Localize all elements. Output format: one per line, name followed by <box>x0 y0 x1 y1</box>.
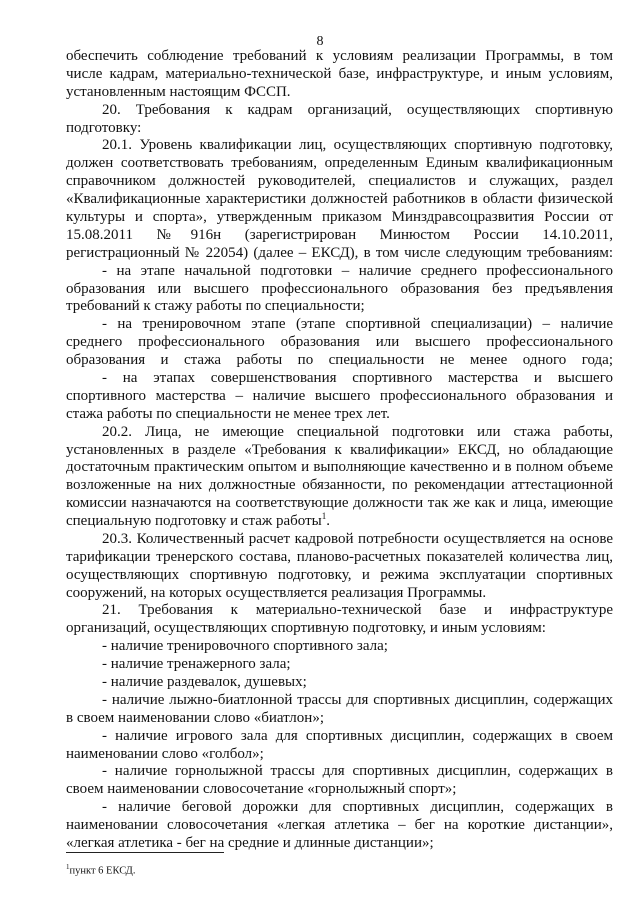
text-line <box>102 798 613 817</box>
text-line <box>66 816 613 835</box>
text-line-content: 20. Требования к кадрам организаций, осуществляющих спортивную <box>102 102 613 118</box>
text-line <box>66 494 613 513</box>
text-line-content: спортивного мастерства – наличие высшего профессионального образования и <box>66 388 613 404</box>
text-line-content: - на этапах совершенствования спортивного мастерства и высшего <box>102 370 613 386</box>
text-line-content: - на этапе начальной подготовки – наличие среднего профессионального <box>102 263 613 279</box>
text-line-content: возложенные на них должностные обязанности, по рекомендации аттестационной <box>66 477 613 493</box>
text-line <box>66 619 546 638</box>
text-line <box>66 190 613 209</box>
text-line <box>102 530 613 549</box>
footnote-marker: 1 <box>66 863 70 871</box>
text-line: специальную подготовку и стаж работы$^1$. <box>66 511 330 529</box>
text-line <box>102 637 388 656</box>
text-line-content: регистрационный № 22054) (далее – ЕКСД), в том числе следующим требованиям: <box>66 245 613 261</box>
text-line-content: 20.2. Лица, не имеющие специальной подготовки или стажа работы, <box>102 424 613 440</box>
text-line-content: - наличие тренажерного зала; <box>102 656 291 672</box>
text-line <box>66 172 613 191</box>
text-line-content: - наличие лыжно-биатлонной трассы для спортивных дисциплин, содержащих <box>102 692 613 708</box>
text-line <box>102 315 613 334</box>
text-line-content: «легкая атлетика - бег на средние и длинные дистанции»; <box>66 835 434 851</box>
text-line-content: справочником должностей руководителей, специалистов и служащих, раздел <box>66 173 613 189</box>
text-line-content: 20.1. Уровень квалификации лиц, осуществляющих спортивную подготовку, <box>102 137 613 153</box>
footnote-separator <box>66 852 224 853</box>
text-line-content: установленных в разделе «Требования к квалификации» ЕКСД, но обладающие <box>66 442 613 458</box>
text-line <box>102 136 613 155</box>
text-line <box>66 709 324 728</box>
text-line <box>66 566 613 585</box>
text-line-content: 21. Требования к материально-технической базе и инфраструктуре <box>102 602 613 618</box>
text-line <box>66 333 613 352</box>
text-line <box>66 83 291 102</box>
footnote-text: пункт 6 ЕКСД. <box>69 865 136 877</box>
text-line-content: своем наименовании словосочетание «горнолыжный спорт»; <box>66 781 457 797</box>
text-line-content: комиссии назначаются на соответствующие должности так же как и лица, имеющие <box>66 495 613 511</box>
text-line <box>102 727 613 746</box>
text-line <box>66 208 613 227</box>
text-line-content: стажа работы по специальности не менее трех лет. <box>66 406 390 422</box>
text-line <box>102 601 613 620</box>
text-line <box>66 780 456 799</box>
text-line-content: - наличие горнолыжной трассы для спортивных дисциплин, содержащих в <box>102 763 613 779</box>
text-line <box>66 387 613 406</box>
text-line <box>66 834 434 853</box>
text-line-content: культуры и спорта», утвержденным приказом Минздравсоцразвития России от <box>66 209 613 225</box>
text-line-content: 15.08.2011 №916н (зарегистрирован Минюстом России 14.10.2011, <box>66 227 613 243</box>
text-line <box>66 405 390 424</box>
text-line <box>102 262 613 281</box>
text-line <box>66 226 613 245</box>
text-line <box>66 458 613 477</box>
text-line <box>102 101 613 120</box>
text-line <box>66 154 613 173</box>
text-line-content: наименовании словосочетания «легкая атлетика – бег на короткие дистанции», <box>66 817 613 833</box>
text-line-content: достаточным практическим опытом и выполняющие качественно и в полном объеме <box>66 459 613 475</box>
text-line <box>102 691 613 710</box>
text-line-content: тарификации тренерского состава, планово-расчетных показателей количества лиц, <box>66 549 613 565</box>
text-line-content: «Квалификационные характеристики должностей работников в области физической <box>66 191 613 207</box>
text-line-content: специальную подготовку и стаж работы <box>66 513 322 529</box>
text-line-content: - наличие раздевалок, душевых; <box>102 674 307 690</box>
text-line-content: в своем наименовании слово «биатлон»; <box>66 710 324 726</box>
text-line-content: - наличие игрового зала для спортивных дисциплин, содержащих в своем <box>102 728 613 744</box>
text-line-content: 20.3. Количественный расчет кадровой потребности осуществляется на основе <box>102 531 613 547</box>
text-line-content: - наличие беговой дорожки для спортивных дисциплин, содержащих в <box>102 799 613 815</box>
text-line-content: обеспечить соблюдение требований к условиям реализации Программы, в том <box>66 48 613 64</box>
text-line <box>66 65 613 84</box>
text-line-content: числе кадрам, материально-технической базе, инфраструктуре, и иным условиям, <box>66 66 613 82</box>
text-line <box>66 351 613 370</box>
text-line <box>102 673 307 692</box>
text-line-content: установленным настоящим ФССП. <box>66 84 291 100</box>
text-line-content: подготовку: <box>66 120 142 136</box>
page-number: 8 <box>316 34 324 49</box>
text-line <box>66 47 613 66</box>
text-line-content: образования или высшего профессионального образования без предъявления <box>66 281 613 297</box>
text-line-content: осуществляющих спортивную подготовку, и режима эксплуатации спортивных <box>66 567 613 583</box>
text-line-content: наименовании слово «голбол»; <box>66 746 264 762</box>
text-line <box>66 297 365 316</box>
text-line <box>102 655 291 674</box>
text-line <box>66 244 613 263</box>
text-line <box>102 423 613 442</box>
text-line-content: сооружений, на которых осуществляется реализация Программы. <box>66 585 487 601</box>
text-line-content: среднего профессионального образования или высшего профессионального <box>66 334 613 350</box>
text-line <box>102 369 613 388</box>
text-line-content: требований к стажу работы по специальности; <box>66 298 365 314</box>
text-line <box>102 762 613 781</box>
text-line <box>66 476 613 495</box>
text-line-content: - на тренировочном этапе (этапе спортивной специализации) – наличие <box>102 316 613 332</box>
text-line-content: - наличие тренировочного спортивного зала; <box>102 638 388 654</box>
text-line-content: образования и стажа работы по специальности не менее одного года; <box>66 352 613 368</box>
text-line-content: организаций, осуществляющих спортивную подготовку, и иным условиям: <box>66 620 546 636</box>
footnote-reference: 1 <box>321 511 327 521</box>
text-line <box>66 548 613 567</box>
footnote <box>66 861 135 878</box>
text-line-content: должен соответствовать требованиям, определенным Единым квалификационным <box>66 155 613 171</box>
